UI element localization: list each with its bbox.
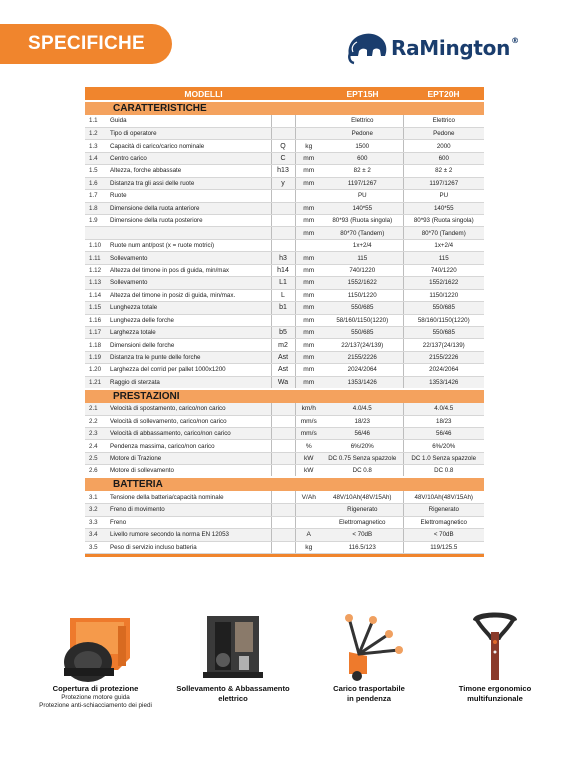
spec-row [85,415,484,427]
spec-label: Motore di Trazione [108,452,271,464]
spec-value-a: 22/137(24/139) [322,339,403,351]
spec-value-a: 82 ± 2 [322,165,403,177]
spec-symbol: L [271,289,295,301]
spec-number: 1.20 [85,364,108,376]
spec-label: Altezza del timone in posiz di guida, min/max. [108,289,271,301]
spec-label: Ruote [108,190,271,202]
spec-unit [295,190,322,202]
spec-row [85,541,484,553]
spec-value-a: 18/23 [322,415,403,427]
spec-row [85,252,484,264]
spec-symbol [271,215,295,227]
spec-unit: mm [295,165,322,177]
spec-label: Dimensione della ruota anteriore [108,202,271,214]
spec-number: 3.1 [85,491,108,503]
spec-symbol: h14 [271,264,295,276]
spec-label [108,227,271,239]
spec-value-a: 4.0/4.5 [322,403,403,415]
spec-number: 1.14 [85,289,108,301]
lift-mechanism-icon [193,612,273,684]
spec-value-b: DC 1.0 Senza spazzole [403,452,484,464]
spec-number: 2.5 [85,452,108,464]
feature-title-line2: in pendenza [347,694,391,703]
spec-symbol: C [271,152,295,164]
spec-row [85,227,484,239]
spec-number: 1.15 [85,302,108,314]
spec-number: 2.3 [85,428,108,440]
spec-label: Freno [108,516,271,528]
feature-title: Copertura di protezione [52,684,139,693]
spec-number: 1.3 [85,140,108,152]
spec-symbol: Q [271,140,295,152]
spec-number: 1.18 [85,339,108,351]
spec-value-b: PU [403,190,484,202]
spec-value-a: Elettromagnetico [322,516,403,528]
spec-unit: V/Ah [295,491,322,503]
spec-symbol [271,465,295,477]
spec-row [85,529,484,541]
spec-value-a: 1197/1267 [322,177,403,189]
spec-number: 1.19 [85,351,108,363]
spec-row [85,264,484,276]
spec-label: Sollevamento [108,277,271,289]
spec-label: Lunghezza totale [108,302,271,314]
spec-number: 3.4 [85,529,108,541]
spec-value-a: 48V/10Ah(48V/15Ah) [322,491,403,503]
spec-unit: mm [295,339,322,351]
spec-number: 1.12 [85,264,108,276]
spec-value-b: 80*93 (Ruota singola) [403,215,484,227]
spec-unit: kW [295,465,322,477]
spec-value-a: Rigenerato [322,504,403,516]
spec-value-b: 2024/2064 [403,364,484,376]
spec-row [85,177,484,189]
spec-value-b: 58/160/1150(1220) [403,314,484,326]
spec-row [85,403,484,415]
spec-label: Dimensioni delle forche [108,339,271,351]
spec-unit: mm [295,314,322,326]
spec-value-b: 600 [403,152,484,164]
spec-unit [295,115,322,127]
spec-value-b: 1353/1426 [403,376,484,388]
mammoth-logo-icon [345,26,391,66]
spec-unit: % [295,440,322,452]
feature-sub: Protezione anti-schiacciamento dei piedi [39,701,152,709]
spec-value-b: 1552/1622 [403,277,484,289]
spec-symbol [271,190,295,202]
spec-symbol [271,403,295,415]
spec-symbol [271,115,295,127]
spec-row [85,202,484,214]
spec-label: Altezza, forche abbassate [108,165,271,177]
page-title: SPECIFICHE [28,33,146,54]
spec-number: 1.9 [85,215,108,227]
spec-row [85,152,484,164]
spec-row [85,516,484,528]
spec-value-b: Rigenerato [403,504,484,516]
spec-row [85,302,484,314]
spec-symbol [271,314,295,326]
section-header-row [85,477,484,491]
spec-symbol: Ast [271,351,295,363]
spec-value-a: 1500 [322,140,403,152]
spec-unit [295,239,322,251]
spec-unit: mm [295,152,322,164]
spec-label: Freno di movimento [108,504,271,516]
spec-label: Dimensione della ruota posteriore [108,215,271,227]
protection-cover-icon [52,612,140,684]
section-title: CARATTERISTICHE [85,101,484,115]
spec-number: 1.11 [85,252,108,264]
tiller-handle-icon [465,612,525,684]
spec-row [85,504,484,516]
spec-unit: kW [295,452,322,464]
spec-unit: mm [295,289,322,301]
header-tab [0,24,172,64]
spec-value-b: < 70dB [403,529,484,541]
brand-logo [345,26,535,72]
spec-row [85,351,484,363]
spec-label: Lunghezza delle forche [108,314,271,326]
spec-label: Distanza tra gli assi delle ruote [108,177,271,189]
spec-unit: mm [295,215,322,227]
section-title: PRESTAZIONI [85,389,484,403]
spec-number [85,227,108,239]
feature-title-line2: multifunzionale [467,694,523,703]
spec-value-a: 2155/2226 [322,351,403,363]
spec-value-b: Elettromagnetico [403,516,484,528]
spec-value-b: 1197/1267 [403,177,484,189]
spec-value-b: 2000 [403,140,484,152]
spec-number: 1.17 [85,326,108,338]
spec-row [85,428,484,440]
spec-unit [295,127,322,139]
spec-label: Velocità di sollevamento, carico/non carico [108,415,271,427]
spec-number: 1.16 [85,314,108,326]
spec-label: Capacità di carico/carico nominale [108,140,271,152]
spec-symbol [271,202,295,214]
spec-unit: kg [295,140,322,152]
spec-symbol: b5 [271,326,295,338]
spec-value-a: Elettrico [322,115,403,127]
spec-label: Larghezza totale [108,326,271,338]
spec-value-b: 550/685 [403,302,484,314]
spec-row [85,326,484,338]
spec-unit: mm [295,326,322,338]
spec-unit: mm [295,227,322,239]
spec-value-a: DC 0.75 Senza spazzole [322,452,403,464]
spec-unit [295,504,322,516]
spec-value-a: 58/160/1150(1220) [322,314,403,326]
spec-number: 1.21 [85,376,108,388]
spec-symbol: L1 [271,277,295,289]
spec-symbol: y [271,177,295,189]
features-strip [0,612,567,722]
spec-number: 3.2 [85,504,108,516]
spec-label: Centro carico [108,152,271,164]
spec-value-a: 80*70 (Tandem) [322,227,403,239]
spec-unit: mm [295,177,322,189]
spec-value-a: 550/685 [322,326,403,338]
spec-value-a: 2024/2064 [322,364,403,376]
spec-value-a: 116.5/123 [322,541,403,553]
spec-unit: mm/s [295,415,322,427]
spec-unit: km/h [295,403,322,415]
spec-value-b: DC 0.8 [403,465,484,477]
spec-number: 1.1 [85,115,108,127]
spec-value-b: 1x+2/4 [403,239,484,251]
spec-number: 3.5 [85,541,108,553]
feature-title: Sollevamento & Abbassamento [176,684,290,693]
spec-number: 2.1 [85,403,108,415]
section-header-row [85,389,484,403]
spec-unit: mm [295,364,322,376]
spec-symbol: h3 [271,252,295,264]
spec-number: 1.10 [85,239,108,251]
spec-row [85,215,484,227]
brand-name: RaMington® [391,36,519,60]
spec-row [85,491,484,503]
spec-row [85,314,484,326]
spec-symbol [271,491,295,503]
spec-value-a: 600 [322,152,403,164]
spec-number: 1.2 [85,127,108,139]
feature-title: Timone ergonomico [458,684,532,693]
spec-unit: A [295,529,322,541]
spec-number: 2.4 [85,440,108,452]
spec-value-b: Elettrico [403,115,484,127]
spec-label: Motore di sollevamento [108,465,271,477]
spec-unit: mm [295,351,322,363]
spec-value-b: 140*55 [403,202,484,214]
spec-symbol: Wa [271,376,295,388]
spec-label: Ruote num ant/post (x = ruote motrici) [108,239,271,251]
spec-number: 2.6 [85,465,108,477]
spec-row [85,289,484,301]
spec-row [85,190,484,202]
spec-row [85,452,484,464]
spec-value-b: 550/685 [403,326,484,338]
spec-label: Larghezza del corrid per pallet 1000x1200 [108,364,271,376]
feature-electric-lift [168,612,298,704]
spec-value-b: 82 ± 2 [403,165,484,177]
spec-label: Livello rumore secondo la norma EN 12053 [108,529,271,541]
spec-symbol [271,227,295,239]
spec-number: 1.5 [85,165,108,177]
feature-sub: Protezione motore guida [61,694,130,701]
spec-unit: kg [295,541,322,553]
feature-slope-load [304,612,434,704]
spec-label: Sollevamento [108,252,271,264]
spec-unit: mm/s [295,428,322,440]
spec-value-b: 119/125.5 [403,541,484,553]
spec-label: Velocità di abbassamento, carico/non carico [108,428,271,440]
spec-row [85,239,484,251]
spec-value-a: 740/1220 [322,264,403,276]
spec-row [85,364,484,376]
models-label: MODELLI [85,87,322,101]
spec-value-a: 1x+2/4 [322,239,403,251]
spec-number: 3.3 [85,516,108,528]
spec-label: Velocità di spostamento, carico/non carico [108,403,271,415]
spec-unit [295,516,322,528]
spec-number: 2.2 [85,415,108,427]
model-b-header: EPT20H [403,87,484,101]
feature-title-line2: elettrico [218,694,248,703]
spec-value-a: 550/685 [322,302,403,314]
spec-row [85,440,484,452]
model-a-header: EPT15H [322,87,403,101]
spec-value-b: 115 [403,252,484,264]
spec-symbol: Ast [271,364,295,376]
spec-symbol [271,504,295,516]
section-header-row [85,101,484,115]
spec-label: Pendenza massima, carico/non carico [108,440,271,452]
feature-protection-cover [28,612,163,709]
spec-value-b: 22/137(24/139) [403,339,484,351]
spec-row [85,376,484,388]
spec-row [85,165,484,177]
spec-row [85,115,484,127]
spec-unit: mm [295,376,322,388]
spec-symbol [271,415,295,427]
spec-symbol [271,428,295,440]
spec-label: Peso di servizio incluso batteria [108,541,271,553]
spec-value-a: < 70dB [322,529,403,541]
spec-number: 1.6 [85,177,108,189]
spec-value-a: 115 [322,252,403,264]
spec-value-b: 80*70 (Tandem) [403,227,484,239]
spec-symbol [271,516,295,528]
spec-row [85,339,484,351]
spec-value-a: 1353/1426 [322,376,403,388]
spec-label: Altezza del timone in pos di guida, min/max [108,264,271,276]
spec-value-a: 1552/1622 [322,277,403,289]
tiller-positions-icon [327,612,411,684]
spec-symbol [271,440,295,452]
spec-value-b: 18/23 [403,415,484,427]
spec-value-a: 56/46 [322,428,403,440]
spec-label: Raggio di sterzata [108,376,271,388]
spec-value-a: 80*93 (Ruota singola) [322,215,403,227]
spec-value-b: 1150/1220 [403,289,484,301]
spec-value-b: 740/1220 [403,264,484,276]
spec-label: Tipo di operatore [108,127,271,139]
spec-value-b: 6%/20% [403,440,484,452]
spec-symbol [271,239,295,251]
spec-value-b: 2155/2226 [403,351,484,363]
spec-row [85,277,484,289]
spec-symbol [271,529,295,541]
spec-unit: mm [295,302,322,314]
spec-symbol: m2 [271,339,295,351]
spec-row [85,465,484,477]
spec-value-a: Pedone [322,127,403,139]
section-title: BATTERIA [85,477,484,491]
spec-label: Guida [108,115,271,127]
spec-label: Distanza tra le punte delle forche [108,351,271,363]
spec-value-b: 56/46 [403,428,484,440]
spec-symbol: h13 [271,165,295,177]
spec-value-a: 6%/20% [322,440,403,452]
spec-row [85,127,484,139]
spec-row [85,140,484,152]
spec-value-b: 48V/10Ah(48V/15Ah) [403,491,484,503]
spec-number: 1.13 [85,277,108,289]
spec-value-a: PU [322,190,403,202]
spec-symbol: b1 [271,302,295,314]
table-footer-bar [85,553,484,557]
feature-title: Carico trasportabile [333,684,405,693]
spec-unit: mm [295,264,322,276]
spec-table [85,87,484,557]
spec-unit: mm [295,252,322,264]
spec-value-a: 1150/1220 [322,289,403,301]
spec-unit: mm [295,277,322,289]
spec-symbol [271,541,295,553]
spec-symbol [271,452,295,464]
spec-number: 1.4 [85,152,108,164]
spec-number: 1.8 [85,202,108,214]
spec-value-b: 4.0/4.5 [403,403,484,415]
footer-bar-cell [85,553,484,557]
spec-number: 1.7 [85,190,108,202]
models-header-row [85,87,484,101]
spec-label: Tensione della batteria/capacità nominale [108,491,271,503]
spec-value-b: Pedone [403,127,484,139]
feature-ergonomic-tiller [440,612,550,704]
spec-symbol [271,127,295,139]
spec-value-a: DC 0.8 [322,465,403,477]
spec-unit: mm [295,202,322,214]
spec-value-a: 140*55 [322,202,403,214]
